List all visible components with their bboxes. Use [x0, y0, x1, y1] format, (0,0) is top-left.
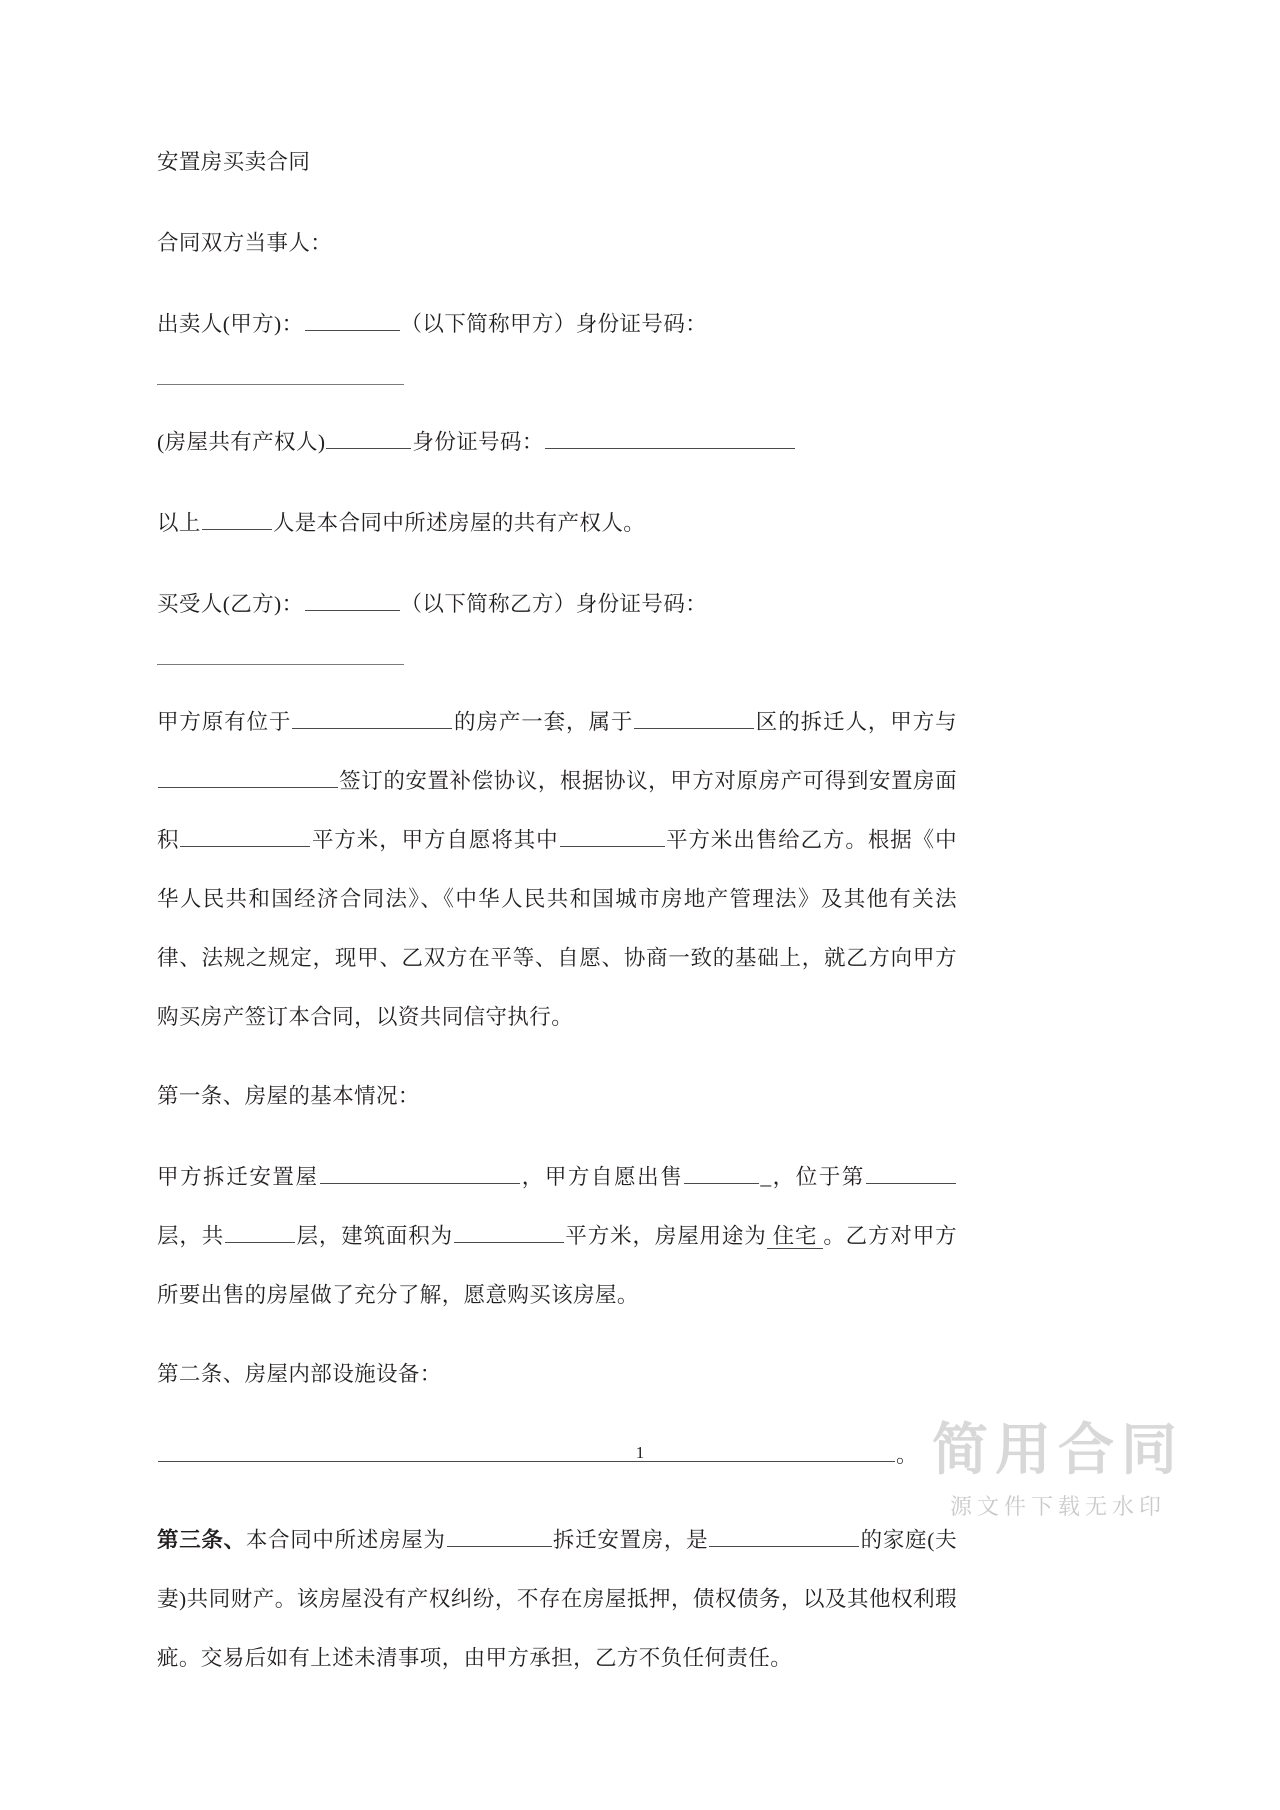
agreement-counterparty-blank[interactable]	[158, 766, 338, 789]
total-floors-blank[interactable]	[225, 1221, 295, 1244]
watermark-brand: 简用合同	[932, 1418, 1184, 1482]
watermark	[932, 1418, 1184, 1521]
buyer-name-blank[interactable]	[305, 589, 400, 612]
preamble-text-3: 区的拆迁人，甲方与	[755, 710, 958, 734]
preamble-text-4: 签订的安置补偿协议，根据协议，甲方对原房产可得到安置房面积	[157, 769, 957, 852]
article-1-text-2: ，甲方自愿出售	[520, 1165, 684, 1189]
buyer-id-blank[interactable]	[157, 664, 404, 665]
buyer-label: 买受人(乙方)：	[157, 592, 304, 616]
article-1-text-5: 层，建筑面积为	[296, 1224, 453, 1248]
document-title: 安置房买卖合同	[157, 150, 311, 174]
page-number: 1	[635, 1443, 645, 1462]
article-3-text-3: 的家庭(夫妻)共同财产。该房屋没有产权纠纷，不存在房屋抵押，债权债务，以及其他权利瑕疵。交易后如有上述未清事项，由甲方承担，乙方不负任何责任。	[157, 1528, 957, 1670]
article-1-text-4: 层，共	[157, 1224, 225, 1248]
co-owner-count-suffix: 人是本合同中所述房屋的共有产权人。	[272, 511, 646, 535]
co-owner-id-label: 身份证号码：	[412, 430, 544, 454]
sold-area-blank[interactable]	[560, 825, 665, 848]
house-usage-value[interactable]: 住宅	[767, 1224, 824, 1249]
article-3-heading: 第三条、	[157, 1528, 246, 1552]
article-1-heading: 第一条、房屋的基本情况：	[157, 1084, 420, 1108]
co-owner-party-line	[157, 413, 957, 472]
article-3-body	[157, 1511, 957, 1688]
seller-abbrev-label: （以下简称甲方）身份证号码：	[400, 312, 708, 336]
floor-number-blank[interactable]	[866, 1162, 956, 1185]
watermark-subtitle: 源文件下载无水印	[949, 1494, 1166, 1519]
seller-label: 出卖人(甲方)：	[157, 312, 304, 336]
article-1-text-7: 。乙方对甲方所要出售的房屋做了充分了解，愿意购买该房屋。	[157, 1224, 957, 1307]
sale-portion-blank[interactable]	[684, 1162, 759, 1185]
article-2-period: 。	[896, 1443, 918, 1467]
co-owner-label: (房屋共有产权人)	[157, 430, 326, 454]
co-owner-count-line	[157, 494, 957, 553]
article-3-text-2: 拆迁安置房，是	[552, 1528, 709, 1552]
resettlement-area-blank[interactable]	[180, 825, 310, 848]
preamble-text-6: 平方米出售给乙方。根据《中华人民共和国经济合同法》、《中华人民共和国城市房地产管理法》及其他有关法律、法规之规定，现甲、乙双方在平等、自愿、协商一致的基础上，就乙方向甲方购买房产签订本合同，以资共同信守执行。	[157, 828, 957, 1029]
article-1-text-3: _，位于第	[760, 1165, 865, 1189]
article-1-text-6: 平方米，房屋用途为	[564, 1224, 767, 1248]
article-1-body	[157, 1148, 957, 1325]
co-owner-count-prefix: 以上	[157, 511, 201, 535]
parties-heading: 合同双方当事人：	[157, 231, 333, 255]
co-owner-name-blank[interactable]	[326, 427, 411, 450]
building-area-blank[interactable]	[454, 1221, 564, 1244]
seller-name-blank[interactable]	[305, 309, 400, 332]
article-3-text-1: 本合同中所述房屋为	[245, 1528, 446, 1552]
buyer-party-line	[157, 575, 957, 634]
buyer-abbrev-label: （以下简称乙方）身份证号码：	[400, 592, 708, 616]
preamble-text-2: 的房产一套，属于	[453, 710, 634, 734]
preamble-paragraph	[157, 693, 957, 1047]
seller-id-blank[interactable]	[157, 384, 404, 385]
seller-party-line	[157, 295, 957, 354]
resettlement-house-blank[interactable]	[320, 1162, 520, 1185]
article-2-heading: 第二条、房屋内部设施设备：	[157, 1362, 442, 1386]
article-1-text-1: 甲方拆迁安置屋	[157, 1165, 319, 1189]
original-property-location-blank[interactable]	[292, 707, 452, 730]
house-designation-blank[interactable]	[447, 1525, 552, 1548]
family-owner-blank[interactable]	[709, 1525, 859, 1548]
district-blank[interactable]	[634, 707, 754, 730]
co-owner-count-blank[interactable]	[202, 508, 272, 531]
document-content	[157, 133, 957, 1708]
preamble-text-5: 平方米，甲方自愿将其中	[311, 828, 559, 852]
co-owner-id-blank[interactable]	[545, 427, 795, 450]
preamble-text-1: 甲方原有位于	[157, 710, 292, 734]
